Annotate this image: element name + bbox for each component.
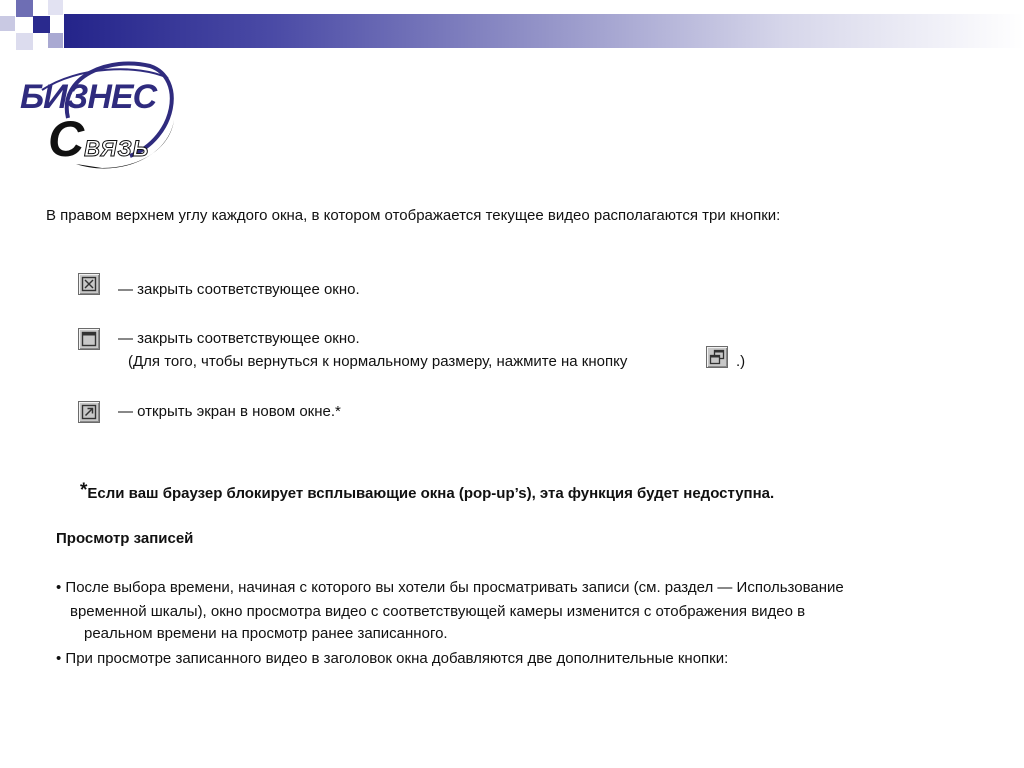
- decor-square: [33, 16, 50, 33]
- logo-text-line2: [48, 110, 149, 168]
- intro-text: В правом верхнем углу каждого окна, в котором отображается текущее видео располагаются три кнопки:: [46, 207, 781, 224]
- maximize-button-desc: — закрыть соответствующее окно.: [118, 330, 360, 347]
- restore-window-icon: [706, 346, 728, 368]
- popup-footnote: [80, 480, 774, 502]
- decor-square: [16, 33, 33, 50]
- footnote-text: Если ваш браузер блокирует всплывающие окна (pop-up’s), эта функция будет недоступна.: [87, 485, 775, 502]
- open-new-window-icon: [78, 401, 100, 423]
- logo-big-letter: С: [48, 111, 85, 167]
- restore-note-text: (Для того, чтобы вернуться к нормальному размеру, нажмите на кнопку: [128, 353, 628, 370]
- bullet-1-line-2: временной шкалы), окно просмотра видео с соответствующей камеры изменится с отображения видео в: [70, 603, 806, 620]
- logo-text-line1: БИЗНЕС: [20, 78, 157, 116]
- decor-square: [48, 0, 63, 15]
- footnote-star: *: [80, 480, 88, 501]
- decor-square: [48, 33, 63, 48]
- close-window-icon: [78, 273, 100, 295]
- header-gradient-bar: [64, 14, 1024, 48]
- maximize-window-icon: [78, 328, 100, 350]
- bullet-1-line-3: реальном времени на просмотр ранее записанного.: [84, 625, 448, 642]
- logo-text-rest: ВЯЗЬ: [84, 136, 150, 161]
- restore-note: [128, 353, 627, 370]
- decor-square: [16, 0, 33, 17]
- restore-note-end: .): [736, 353, 746, 370]
- decor-square: [0, 16, 15, 31]
- bullet-1-line-1: • После выбора времени, начиная с которого вы хотели бы просматривать записи (см. раздел — Использование: [56, 579, 844, 596]
- header-squares: [0, 0, 64, 64]
- bullet-2: • При просмотре записанного видео в заголовок окна добавляются две дополнительные кнопки:: [56, 650, 729, 667]
- company-logo: [18, 60, 178, 178]
- close-button-desc: — закрыть соответствующее окно.: [118, 281, 360, 298]
- new-window-button-desc: — открыть экран в новом окне.*: [118, 403, 341, 420]
- section-title: Просмотр записей: [56, 530, 194, 547]
